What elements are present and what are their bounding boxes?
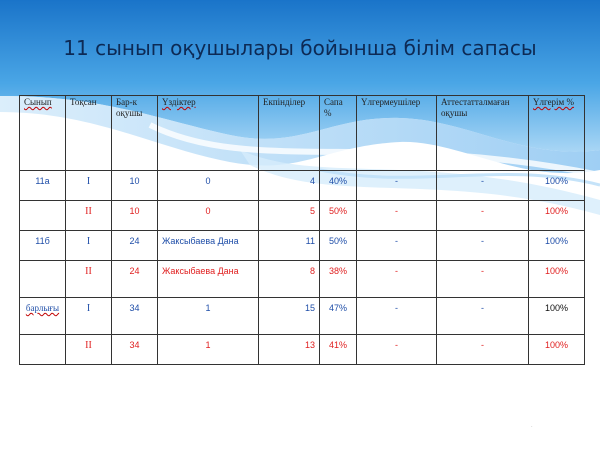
cell-failing: - bbox=[357, 298, 437, 335]
cell-progress: 100% bbox=[529, 335, 585, 365]
table-row bbox=[20, 261, 585, 298]
cell-students: 24 bbox=[112, 261, 158, 298]
cell-good: 15 bbox=[259, 298, 320, 335]
cell-failing: - bbox=[357, 201, 437, 231]
cell-failing: - bbox=[357, 171, 437, 201]
cell-students: 10 bbox=[112, 171, 158, 201]
cell-excellent: 1 bbox=[158, 298, 259, 335]
table-row bbox=[20, 298, 585, 335]
grade-table bbox=[19, 95, 585, 365]
cell-not-certified: - bbox=[437, 298, 529, 335]
cell-students: 34 bbox=[112, 298, 158, 335]
header-class: Сынып bbox=[20, 96, 66, 171]
table-header-row bbox=[20, 96, 585, 171]
cell-progress: 100% bbox=[529, 171, 585, 201]
cell-students: 34 bbox=[112, 335, 158, 365]
cell-quarter: I bbox=[66, 298, 112, 335]
slide-title: 11 сынып оқушылары бойынша білім сапасы bbox=[63, 36, 537, 60]
cell-quality: 50% bbox=[320, 231, 357, 261]
cell-quality: 50% bbox=[320, 201, 357, 231]
cell-good: 13 bbox=[259, 335, 320, 365]
cell-excellent: 0 bbox=[158, 171, 259, 201]
cell-not-certified: - bbox=[437, 201, 529, 231]
cell-class: 11а bbox=[20, 171, 66, 201]
cell-excellent: Жаксыбаева Дана bbox=[158, 261, 259, 298]
cell-quarter: II bbox=[66, 335, 112, 365]
cell-quarter: I bbox=[66, 231, 112, 261]
header-good: Екпінділер bbox=[259, 96, 320, 171]
cell-excellent: 0 bbox=[158, 201, 259, 231]
cell-quarter: II bbox=[66, 201, 112, 231]
cell-quality: 41% bbox=[320, 335, 357, 365]
cell-students: 10 bbox=[112, 201, 158, 231]
header-progress: Үлгерім % bbox=[529, 96, 585, 171]
cell-not-certified: - bbox=[437, 231, 529, 261]
header-excellent: Үздіктер bbox=[158, 96, 259, 171]
cell-failing: - bbox=[357, 231, 437, 261]
cell-good: 11 bbox=[259, 231, 320, 261]
cell-students: 24 bbox=[112, 231, 158, 261]
cell-progress: 100% bbox=[529, 201, 585, 231]
cell-progress: 100% bbox=[529, 261, 585, 298]
header-quality: Сапа % bbox=[320, 96, 357, 171]
cell-progress: 100% bbox=[529, 298, 585, 335]
page-dot: · bbox=[531, 424, 533, 430]
cell-quality: 38% bbox=[320, 261, 357, 298]
cell-good: 5 bbox=[259, 201, 320, 231]
cell-failing: - bbox=[357, 261, 437, 298]
header-quarter: Тоқсан bbox=[66, 96, 112, 171]
cell-class bbox=[20, 261, 66, 298]
cell-not-certified: - bbox=[437, 261, 529, 298]
cell-excellent: 1 bbox=[158, 335, 259, 365]
cell-quarter: I bbox=[66, 171, 112, 201]
cell-excellent: Жаксыбаева Дана bbox=[158, 231, 259, 261]
total-label: барлығы bbox=[25, 303, 60, 313]
cell-quarter: II bbox=[66, 261, 112, 298]
cell-class bbox=[20, 298, 66, 335]
header-not-certified: Аттестатталмаған оқушы bbox=[437, 96, 529, 171]
cell-failing: - bbox=[357, 335, 437, 365]
cell-good: 8 bbox=[259, 261, 320, 298]
header-students: Бар-к оқушы bbox=[112, 96, 158, 171]
table-row bbox=[20, 171, 585, 201]
cell-not-certified: - bbox=[437, 171, 529, 201]
cell-class bbox=[20, 201, 66, 231]
header-failing: Үлгермеушілер bbox=[357, 96, 437, 171]
cell-class bbox=[20, 335, 66, 365]
cell-quality: 47% bbox=[320, 298, 357, 335]
cell-not-certified: - bbox=[437, 335, 529, 365]
table-row bbox=[20, 201, 585, 231]
table-row bbox=[20, 231, 585, 261]
table-row bbox=[20, 335, 585, 365]
cell-progress: 100% bbox=[529, 231, 585, 261]
cell-class: 11б bbox=[20, 231, 66, 261]
cell-good: 4 bbox=[259, 171, 320, 201]
cell-quality: 40% bbox=[320, 171, 357, 201]
